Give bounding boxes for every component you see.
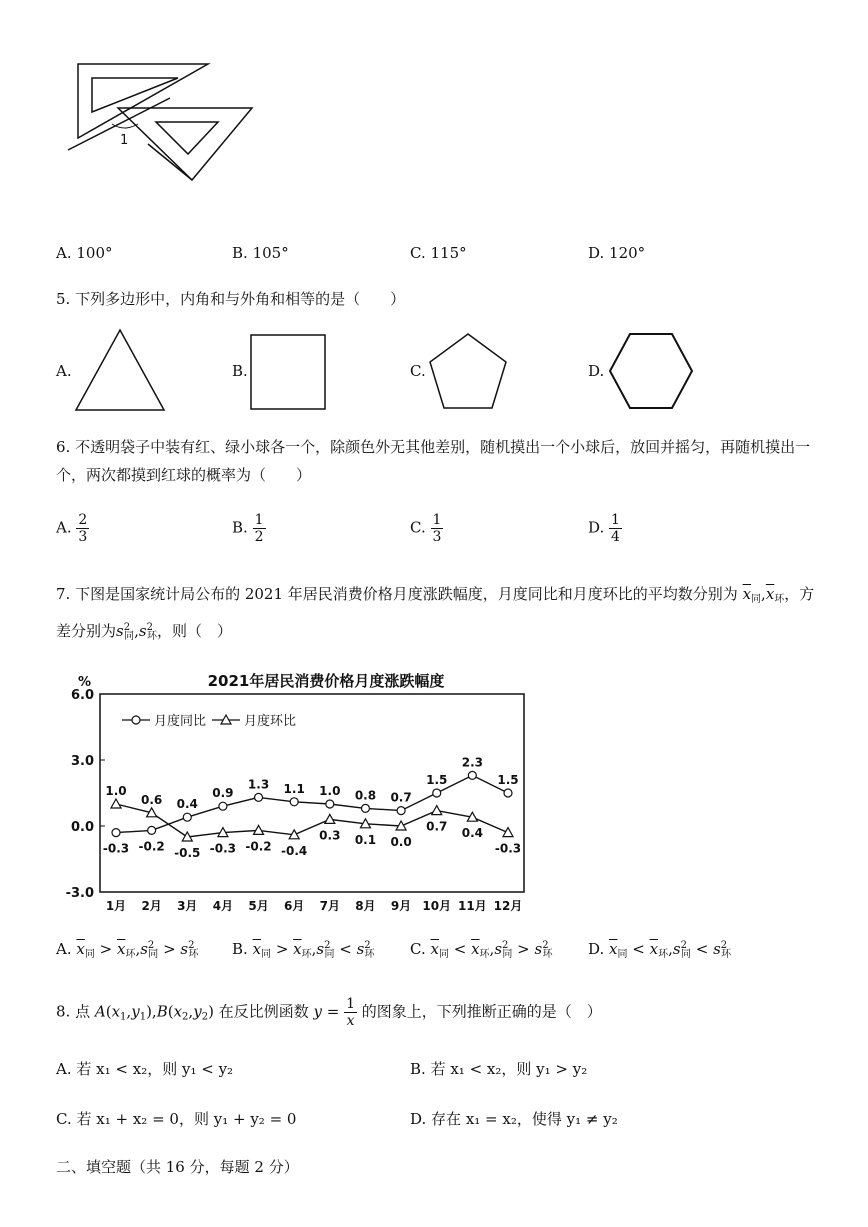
- data-label-huan: 0.0: [390, 835, 412, 849]
- data-point-huan: [503, 828, 513, 837]
- data-label-tong: 1.5: [426, 773, 448, 787]
- data-point-tong: [433, 789, 441, 797]
- section-heading: 二、填空题（共 16 分，每题 2 分）: [56, 1158, 299, 1176]
- data-label-huan: 0.3: [319, 828, 341, 843]
- data-label-tong: 1.5: [497, 773, 519, 787]
- data-label-tong: 1.0: [319, 784, 341, 798]
- data-label-tong: 0.8: [354, 788, 377, 803]
- data-point-tong: [148, 826, 156, 834]
- q4-option-b[interactable]: B. 105°: [232, 244, 289, 262]
- data-point-tong: [361, 804, 369, 812]
- q8-option-d[interactable]: D. 存在 x₁ = x₂，使得 y₁ ≠ y₂: [410, 1110, 618, 1128]
- x-tick-label: 4月: [212, 899, 234, 913]
- data-point-huan: [325, 814, 335, 823]
- series-line: [116, 804, 508, 837]
- data-point-tong: [468, 771, 476, 779]
- legend-tong: 月度同比: [154, 714, 207, 729]
- angle-label: 1: [120, 133, 129, 148]
- data-point-tong: [219, 802, 227, 810]
- cpi-line-chart: [56, 664, 536, 914]
- data-label-tong: -0.3: [102, 841, 130, 856]
- x-tick-label: 6月: [284, 899, 305, 913]
- q6-option-b[interactable]: B. $\frac{1}{2}$: [232, 512, 264, 545]
- q5-option-c[interactable]: C.: [410, 362, 426, 380]
- data-point-tong: [504, 789, 512, 797]
- x-tick-label: 3月: [177, 899, 198, 913]
- q7-stem-line1: 7. 下图是国家统计局公布的 2021 年居民消费价格月度涨跌幅度，月度同比和月度环比的平均数分别为 $\overline{x}_同,\overline{x}_环$，方: [56, 585, 815, 605]
- legend-huan: 月度环比: [244, 714, 297, 729]
- q7-option-c[interactable]: C. $\overline{x}_同 < \overline{x}_环,s^2_同 > s^2_环$: [410, 940, 553, 960]
- fraction: $\frac{2}{3}$: [78, 512, 88, 545]
- chart-y-unit: %: [78, 675, 92, 690]
- q5-option-a[interactable]: A.: [56, 362, 72, 380]
- data-label-tong: 0.7: [390, 790, 412, 805]
- x-tick-label: 12月: [493, 899, 523, 913]
- data-point-tong: [397, 807, 405, 815]
- fraction: $\frac{1}{3}$: [432, 512, 442, 545]
- data-label-huan: 1.0: [105, 784, 127, 798]
- data-label-huan: 0.7: [426, 819, 448, 834]
- hexagon-shape: [606, 330, 696, 412]
- x-tick-label: 11月: [458, 899, 487, 913]
- series-line: [116, 775, 508, 832]
- data-label-huan: 0.1: [354, 832, 377, 847]
- q4-option-a[interactable]: A. 100°: [56, 244, 113, 262]
- x-tick-label: 8月: [355, 899, 376, 913]
- data-point-tong: [326, 800, 334, 808]
- data-label-tong: -0.2: [138, 839, 165, 854]
- data-label-huan: -0.5: [174, 846, 201, 860]
- data-point-huan: [254, 825, 264, 834]
- data-point-tong: [255, 793, 263, 801]
- q7-option-a[interactable]: A. $\overline{x}_同 > \overline{x}_环,s^2_同 > s^2_环$: [56, 940, 199, 960]
- x-tick-label: 2月: [141, 899, 162, 913]
- q4-option-d[interactable]: D. 120°: [588, 244, 646, 262]
- y-tick-label: 6.0: [70, 688, 94, 703]
- square-shape: [248, 332, 328, 412]
- legend-circle-marker: [132, 716, 140, 724]
- q8-option-c[interactable]: C. 若 x₁ + x₂ = 0，则 y₁ + y₂ = 0: [56, 1110, 297, 1128]
- data-label-huan: -0.3: [494, 841, 522, 856]
- q6-option-d[interactable]: D. $\frac{1}{4}$: [588, 512, 620, 545]
- data-label-tong: 0.4: [176, 797, 198, 812]
- data-label-tong: 1.1: [283, 781, 305, 796]
- q7-stem-line2: 差分别为$s^2_同,s^2_环$，则（ ）: [56, 622, 232, 642]
- pentagon-shape: [426, 330, 510, 412]
- q6-option-a[interactable]: A. $\frac{2}{3}$: [56, 512, 88, 545]
- q5-stem: 5. 下列多边形中，内角和与外角和相等的是（ ）: [56, 290, 406, 308]
- x-tick-label: 10月: [422, 899, 452, 913]
- set-squares-figure: [60, 58, 260, 188]
- q7-option-d[interactable]: D. $\overline{x}_同 < \overline{x}_环,s^2_同 < s^2_环$: [588, 940, 732, 960]
- x-tick-label: 9月: [390, 899, 412, 913]
- x-tick-label: 7月: [319, 899, 340, 913]
- fraction: $\frac{1}{2}$: [254, 512, 264, 545]
- data-label-huan: -0.3: [209, 841, 237, 856]
- data-point-tong: [112, 829, 120, 837]
- q6-stem-line1: 6. 不透明袋子中装有红、绿小球各一个，除颜色外无其他差别，随机摸出一个小球后，放回并摇匀，再随机摸出一: [56, 438, 811, 456]
- y-tick-label: -3.0: [65, 886, 94, 901]
- data-label-huan: 0.6: [141, 792, 163, 807]
- q8-option-a[interactable]: A. 若 x₁ < x₂，则 y₁ < y₂: [56, 1060, 234, 1078]
- data-label-huan: -0.2: [245, 839, 272, 854]
- y-tick-label: 3.0: [70, 754, 94, 769]
- fraction: $\frac{1}{x}$: [346, 996, 355, 1029]
- data-label-huan: 0.4: [461, 826, 483, 841]
- y-tick-label: 0.0: [70, 820, 94, 835]
- triangle-shape: [72, 326, 168, 414]
- data-point-huan: [432, 806, 442, 815]
- q5-option-d[interactable]: D.: [588, 362, 605, 380]
- data-label-tong: 0.9: [212, 786, 234, 801]
- q7-option-b[interactable]: B. $\overline{x}_同 > \overline{x}_环,s^2_同 < s^2_环$: [232, 940, 375, 960]
- x-tick-label: 5月: [248, 899, 269, 913]
- q6-stem-line2: 个，两次都摸到红球的概率为（ ）: [56, 466, 312, 484]
- fraction: $\frac{1}{4}$: [611, 512, 620, 545]
- data-label-huan: -0.4: [281, 843, 308, 858]
- data-point-tong: [183, 813, 191, 821]
- q8-option-b[interactable]: B. 若 x₁ < x₂，则 y₁ > y₂: [410, 1060, 588, 1078]
- x-tick-label: 1月: [105, 899, 127, 913]
- data-label-tong: 1.3: [247, 777, 270, 792]
- q8-stem: 8. 点 $A(x_1,y_1),B(x_2,y_2)$ 在反比例函数 y = $\frac{1}{x}$ 的图象上，下列推断正确的是（ ）: [56, 996, 602, 1029]
- data-label-tong: 2.3: [461, 755, 483, 770]
- chart-title: 2021年居民消费价格月度涨跌幅度: [207, 672, 445, 690]
- q4-option-c[interactable]: C. 115°: [410, 244, 467, 262]
- data-point-huan: [111, 799, 121, 808]
- q5-option-b[interactable]: B.: [232, 362, 248, 380]
- data-point-tong: [290, 798, 298, 806]
- q6-option-c[interactable]: C. $\frac{1}{3}$: [410, 512, 442, 545]
